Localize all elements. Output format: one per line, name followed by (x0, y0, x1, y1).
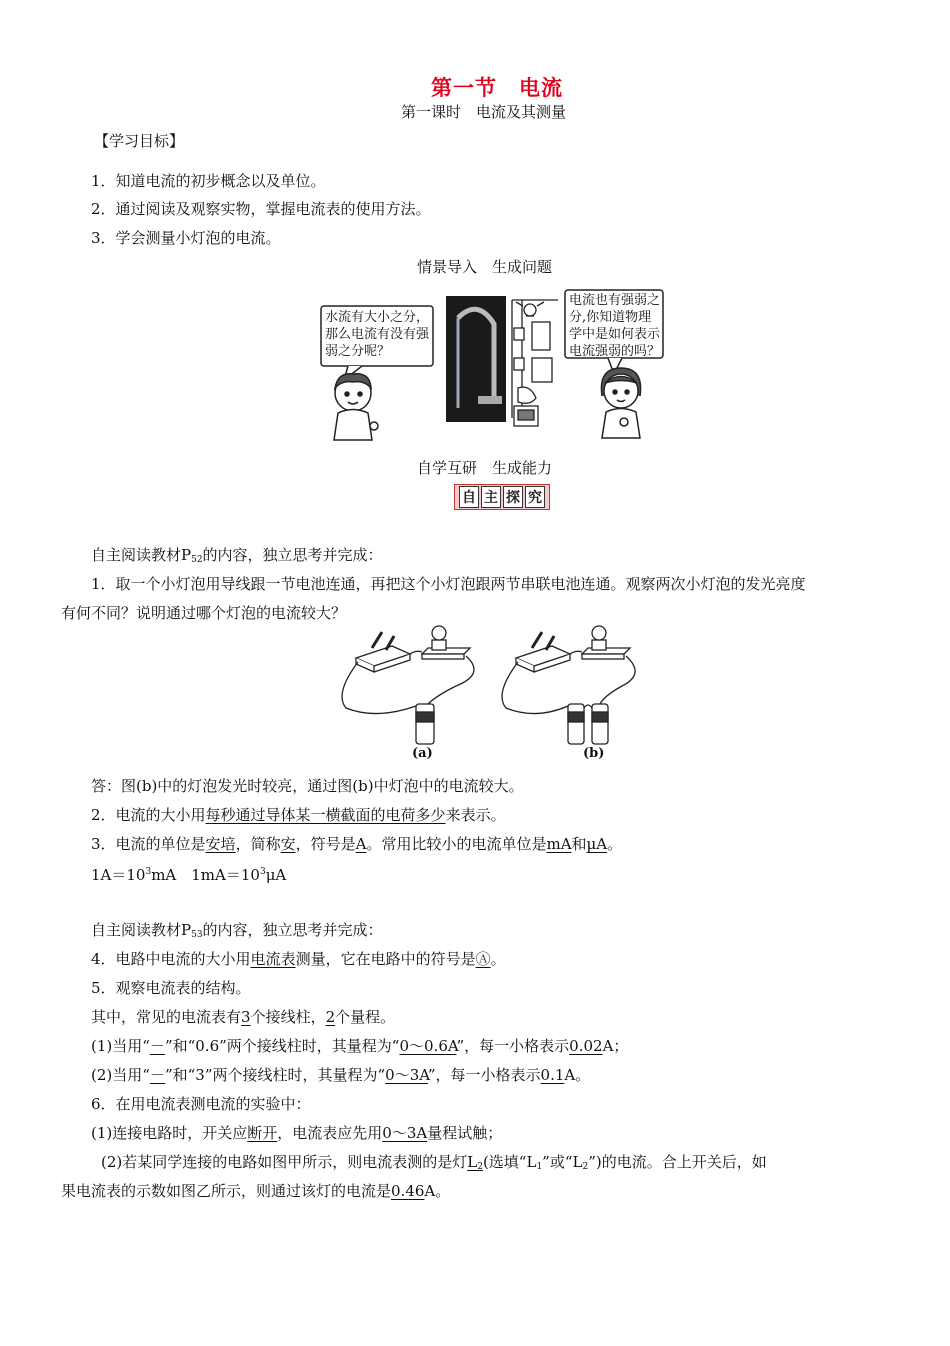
text: 和 (571, 835, 587, 853)
question-5-range-2 (91, 1065, 590, 1085)
answer-blank: mA (546, 835, 572, 853)
answer-blank: － (149, 1037, 165, 1055)
text: 。 (490, 950, 506, 968)
girl-speech-bubble (569, 292, 660, 360)
boy-speech-bubble (325, 309, 429, 360)
text: A。 (564, 1066, 591, 1084)
text: ”和“3”两个接线柱时，其量程为“ (164, 1066, 386, 1084)
text: ”和“0.6”两个接线柱时，其量程为“ (164, 1037, 400, 1055)
answer-blank: 2 (325, 1008, 336, 1026)
text: 3．电流的单位是 (91, 835, 206, 853)
text: μA (265, 866, 287, 884)
objective-item: 1．知道电流的初步概念以及单位。 (91, 172, 326, 190)
question-1-line1: 1．取一个小灯泡用导线跟一节电池连通，再把这个小灯泡跟两节串联电池连通。观察两次小灯泡的发光亮度 (91, 575, 806, 593)
exponent: 3 (259, 867, 266, 877)
bubble-line: 学中是如何表示 (569, 327, 661, 342)
bubble-line: 电流也有强弱之 (569, 293, 661, 308)
text: mA 1mA＝10 (151, 866, 260, 884)
banner-char: 主 (481, 486, 501, 508)
banner-char: 自 (459, 486, 479, 508)
text: 个量程。 (335, 1008, 396, 1026)
text: 自主阅读教材P (91, 546, 192, 564)
text: ，简称 (235, 835, 281, 853)
appliances-image (512, 300, 558, 426)
text: 其中，常见的电流表有 (91, 1008, 242, 1026)
answer-blank: 电流表 (250, 950, 296, 968)
text: ”)的电流。合上开关后，如 (588, 1153, 767, 1171)
answer-blank: 3 (241, 1008, 251, 1026)
text: 。常用比较小的电流单位是 (366, 835, 547, 853)
question-3 (91, 834, 622, 854)
bubble-line: 水流有大小之分， (325, 310, 430, 325)
page-subtitle: 第一课时 电流及其测量 (401, 103, 567, 121)
answer-blank: 断开 (247, 1124, 278, 1142)
figure-label-b: (b) (583, 746, 605, 761)
circuit-figure (336, 624, 636, 766)
text: 量程试触； (427, 1124, 503, 1142)
reading-prompt (91, 545, 383, 570)
answer-blank: 0.46 (391, 1182, 425, 1200)
answer-blank (467, 1153, 483, 1171)
text: 的内容，独立思考并完成： (202, 546, 383, 564)
text: 果电流表的示数如图乙所示，则通过该灯的电流是 (61, 1182, 392, 1200)
answer-blank: A (355, 835, 367, 853)
subscript: 1 (536, 1162, 543, 1172)
bubble-line: 那么电流有没有强 (325, 327, 430, 342)
answer-blank: 0.1 (540, 1066, 565, 1084)
self-explore-banner (454, 484, 550, 510)
subscript: 2 (582, 1162, 589, 1172)
text: ”，每一小格表示 (427, 1066, 541, 1084)
text: ，电流表应先用 (277, 1124, 383, 1142)
text: 2．电流的大小用 (91, 806, 206, 824)
page-number: 52 (191, 555, 203, 565)
answer-blank: 0～3A (382, 1124, 428, 1142)
girl-figure (601, 368, 640, 438)
question-6: 6．在用电流表测电流的实验中： (91, 1095, 311, 1113)
section-heading-intro: 情景导入 生成问题 (417, 258, 553, 276)
text: ，符号是 (295, 835, 356, 853)
banner-char: 究 (525, 486, 545, 508)
text: A； (602, 1037, 629, 1055)
answer-blank: μA (586, 835, 608, 853)
answer-blank: 安培 (205, 835, 236, 853)
text: (2)若某同学连接的电路如图甲所示，则电流表测的是灯 (101, 1153, 468, 1171)
page-number: 53 (191, 930, 203, 940)
objective-item: 2．通过阅读及观察实物，掌握电流表的使用方法。 (91, 200, 431, 218)
text: 自主阅读教材P (91, 921, 192, 939)
intro-illustration (318, 288, 666, 448)
objectives-heading: 【学习目标】 (94, 132, 185, 150)
answer-blank: － (149, 1066, 165, 1084)
section-heading-selfstudy: 自学互研 生成能力 (417, 459, 553, 477)
bubble-line: 弱之分呢？ (325, 344, 391, 359)
text: L (467, 1153, 478, 1171)
text: ”，每一小格表示 (456, 1037, 570, 1055)
answer-blank: 安 (280, 835, 296, 853)
bubble-line: 分,你知道物理 (569, 310, 652, 325)
text: 1A＝10 (91, 866, 146, 884)
text: (选填“L (482, 1153, 537, 1171)
question-5-range-1 (91, 1036, 628, 1056)
text: 4．电路中电流的大小用 (91, 950, 251, 968)
banner-char: 探 (503, 486, 523, 508)
objective-item: 3．学会测量小灯泡的电流。 (91, 229, 281, 247)
text: 个接线柱， (250, 1008, 326, 1026)
text: (1)当用“ (91, 1037, 150, 1055)
ammeter-symbol: Ⓐ (475, 950, 491, 968)
page-title: 第一节 电流 (431, 75, 563, 100)
question-6-part-2-line1 (101, 1152, 767, 1177)
text: ”或“L (542, 1153, 583, 1171)
question-6-part-2-line2 (61, 1181, 450, 1201)
question-4 (91, 949, 506, 969)
question-1-line2: 有何不同？说明通过哪个灯泡的电流较大？ (61, 604, 347, 622)
circuit-b (502, 626, 635, 744)
text: A。 (424, 1182, 451, 1200)
unit-conversion (91, 862, 286, 885)
reading-prompt-2 (91, 920, 383, 945)
text: 测量，它在电路中的符号是 (295, 950, 476, 968)
answer-blank: 0.02 (569, 1037, 603, 1055)
boy-figure (334, 374, 378, 440)
answer-blank: 每秒通过导体某一横截面的电荷多少 (205, 806, 446, 824)
question-5-terminals (91, 1007, 395, 1027)
text: (2)当用“ (91, 1066, 150, 1084)
circuit-a (342, 626, 474, 744)
question-2 (91, 805, 506, 825)
question-5: 5．观察电流表的结构。 (91, 979, 251, 997)
figure-label-a: (a) (412, 746, 433, 761)
answer-1: 答：图(b)中的灯泡发光时较亮，通过图(b)中灯泡中的电流较大。 (91, 777, 524, 795)
exponent: 3 (145, 867, 152, 877)
subscript: 2 (477, 1162, 483, 1172)
answer-blank: 0～0.6A (399, 1037, 457, 1055)
text: 的内容，独立思考并完成： (202, 921, 383, 939)
text: 来表示。 (445, 806, 506, 824)
answer-blank: 0～3A (385, 1066, 428, 1084)
bubble-line: 电流强弱的吗？ (569, 344, 661, 359)
text: 。 (607, 835, 623, 853)
text: (1)连接电路时，开关应 (91, 1124, 248, 1142)
question-6-part-1 (91, 1123, 502, 1143)
